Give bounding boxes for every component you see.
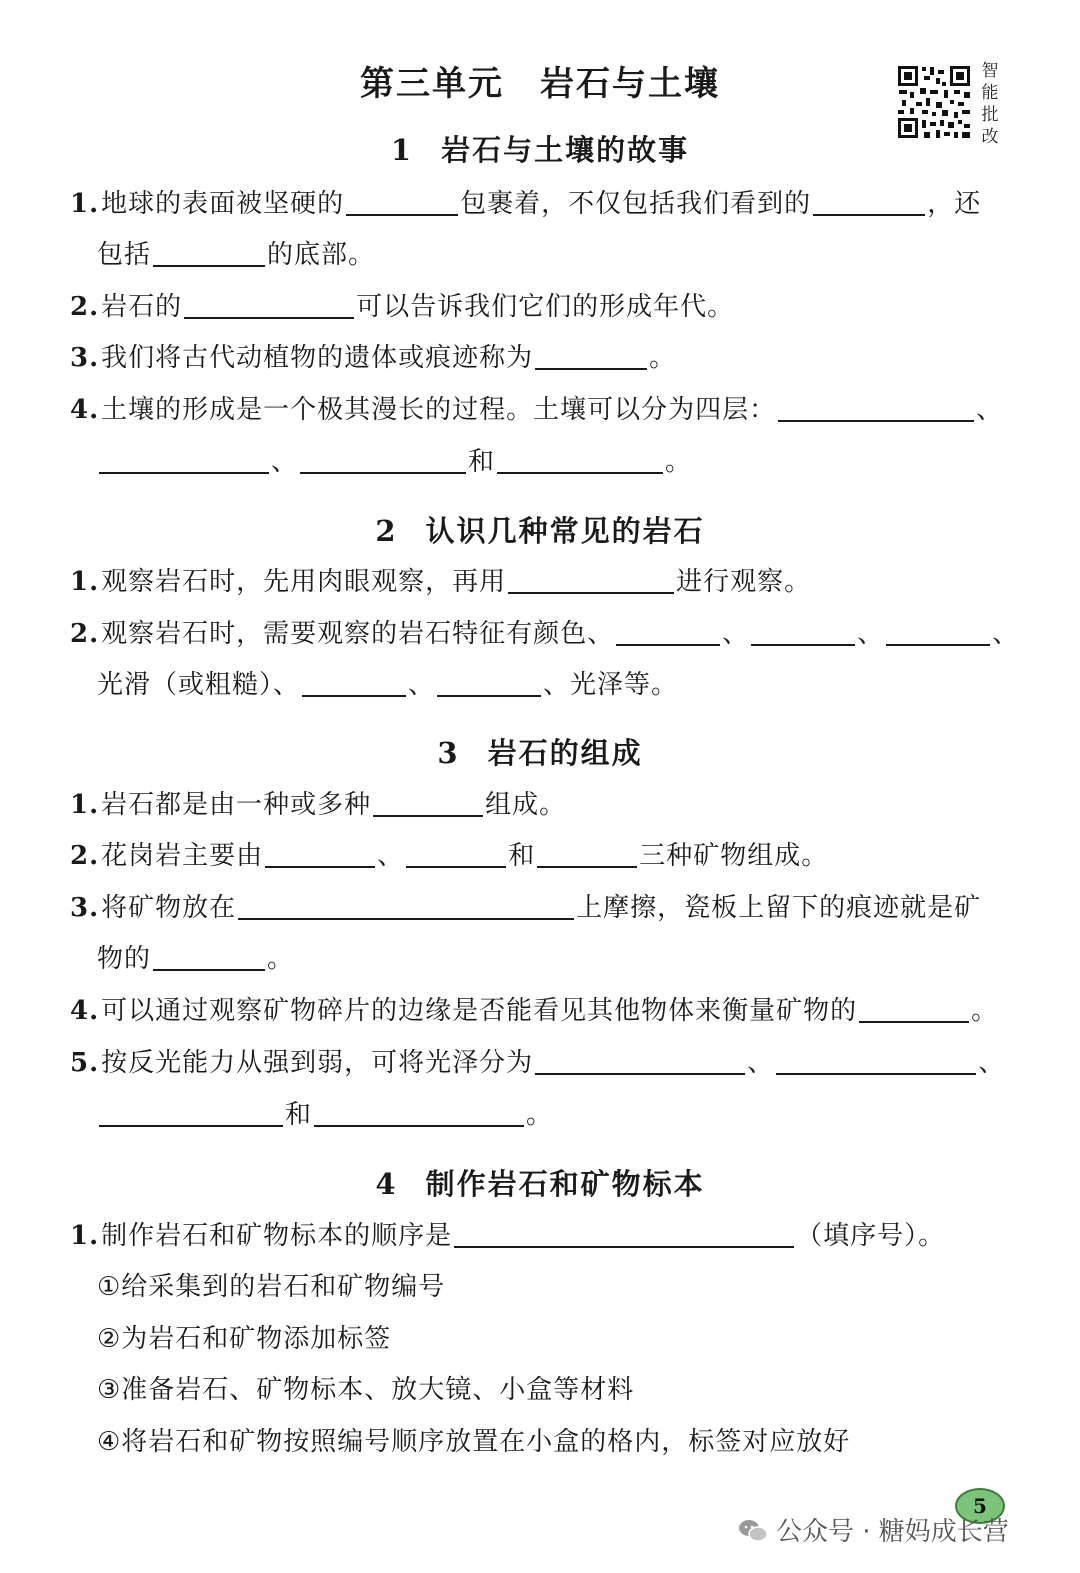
- qr-label-char: 改: [981, 127, 999, 147]
- question-text: 和: [285, 1100, 313, 1130]
- question-line: [70, 1216, 945, 1256]
- question-text: 、: [271, 447, 299, 477]
- question-number: 5.: [70, 1048, 100, 1078]
- question-text: 和: [508, 841, 536, 871]
- section-number: 4: [375, 1167, 398, 1201]
- question-line: [97, 665, 678, 705]
- answer-blank[interactable]: [437, 665, 541, 697]
- question-number: 1.: [70, 567, 100, 597]
- question-text: 、: [408, 670, 436, 700]
- answer-blank[interactable]: [346, 184, 458, 216]
- answer-blank[interactable]: [406, 836, 506, 868]
- section-title: [0, 509, 1080, 550]
- section-number: 2: [375, 514, 398, 548]
- answer-blank[interactable]: [314, 1095, 524, 1127]
- answer-blank[interactable]: [776, 1043, 976, 1075]
- question-line: [70, 338, 676, 378]
- question-text: 、: [722, 619, 750, 649]
- section-name: 制作岩石和矿物标本: [425, 1167, 705, 1201]
- question-number: 1.: [70, 1221, 100, 1251]
- question-line: [97, 235, 375, 275]
- question-line: [70, 184, 981, 224]
- question-text: 观察岩石时，先用肉眼观察，再用: [101, 567, 507, 597]
- question-line: [70, 836, 828, 876]
- section-number: 3: [437, 736, 460, 770]
- question-text: 光滑（或粗糙）、: [97, 670, 301, 700]
- question-text: ，还: [927, 189, 982, 219]
- answer-blank[interactable]: [300, 442, 466, 474]
- answer-blank[interactable]: [859, 991, 969, 1023]
- qr-label-char: 批: [981, 105, 999, 125]
- question-text: 将矿物放在: [101, 893, 237, 923]
- question-line: [70, 614, 1019, 654]
- answer-blank[interactable]: [302, 665, 406, 697]
- section-title: [0, 1162, 1080, 1203]
- question-text: 组成。: [485, 790, 567, 820]
- question-number: 1.: [70, 189, 100, 219]
- answer-blank[interactable]: [886, 614, 990, 646]
- section-title: [0, 731, 1080, 772]
- question-line: [97, 442, 692, 482]
- question-text: 土壤的形成是一个极其漫长的过程。土壤可以分为四层：: [101, 395, 777, 425]
- option-line: [97, 1267, 445, 1307]
- option-text: ①给采集到的岩石和矿物编号: [97, 1272, 446, 1302]
- section-name: 认识几种常见的岩石: [425, 514, 705, 548]
- question-text: 。: [267, 944, 295, 974]
- question-number: 4.: [70, 996, 100, 1026]
- answer-blank[interactable]: [373, 785, 483, 817]
- answer-blank[interactable]: [616, 614, 720, 646]
- option-text: ②为岩石和矿物添加标签: [97, 1324, 392, 1354]
- answer-blank[interactable]: [454, 1216, 794, 1248]
- question-text: 包裹着，不仅包括我们看到的: [460, 189, 812, 219]
- question-number: 4.: [70, 395, 100, 425]
- question-text: 可以通过观察矿物碎片的边缘是否能看见其他物体来衡量矿物的: [101, 996, 858, 1026]
- question-text: 岩石都是由一种或多种: [101, 790, 372, 820]
- section-name: 岩石与土壤的故事: [441, 133, 690, 167]
- section-number: 1: [390, 133, 414, 167]
- question-line: [97, 939, 294, 979]
- answer-blank[interactable]: [265, 836, 375, 868]
- question-text: 和: [468, 447, 496, 477]
- question-text: 。: [971, 996, 999, 1026]
- question-number: 2.: [70, 619, 100, 649]
- question-text: 、: [992, 619, 1020, 649]
- answer-blank[interactable]: [153, 235, 265, 267]
- answer-blank[interactable]: [153, 939, 265, 971]
- option-text: ④将岩石和矿物按照编号顺序放置在小盒的格内，标签对应放好: [97, 1427, 851, 1457]
- question-line: [70, 562, 811, 602]
- answer-blank[interactable]: [99, 1095, 283, 1127]
- wechat-icon: [738, 1518, 768, 1544]
- option-line: [97, 1422, 850, 1462]
- question-text: 三种矿物组成。: [639, 841, 829, 871]
- question-line: [70, 390, 1003, 430]
- watermark-text: 公众号 · 糖妈成长营: [776, 1517, 1009, 1547]
- question-text: 、: [978, 1048, 1006, 1078]
- question-text: 按反光能力从强到弱，可将光泽分为: [101, 1048, 534, 1078]
- question-number: 1.: [70, 790, 100, 820]
- answer-blank[interactable]: [813, 184, 925, 216]
- question-text: 、: [747, 1048, 775, 1078]
- question-number: 3.: [70, 343, 100, 373]
- question-text: 、光泽等。: [543, 670, 679, 700]
- unit-title-label: 第三单元: [360, 64, 504, 104]
- qr-label-char: 能: [981, 83, 999, 103]
- answer-blank[interactable]: [778, 390, 974, 422]
- answer-blank[interactable]: [497, 442, 663, 474]
- option-line: [97, 1370, 634, 1410]
- question-text: 包括: [97, 240, 152, 270]
- answer-blank[interactable]: [99, 442, 269, 474]
- option-line: [97, 1319, 391, 1359]
- question-text: 、: [377, 841, 405, 871]
- question-line: [70, 1043, 1005, 1083]
- qr-label-char: 智: [981, 61, 999, 81]
- question-text: 花岗岩主要由: [101, 841, 264, 871]
- question-line: [70, 991, 998, 1031]
- question-line: [70, 287, 734, 327]
- answer-blank[interactable]: [751, 614, 855, 646]
- option-text: ③准备岩石、矿物标本、放大镜、小盒等材料: [97, 1375, 635, 1405]
- watermark: [738, 1512, 1009, 1552]
- question-text: 。: [665, 447, 693, 477]
- question-number: 2.: [70, 292, 100, 322]
- question-text: 。: [649, 343, 677, 373]
- question-text: 、: [976, 395, 1004, 425]
- page-number-badge: 5: [955, 1488, 1005, 1524]
- question-text: 地球的表面被坚硬的: [101, 189, 345, 219]
- question-text: 、: [857, 619, 885, 649]
- answer-blank[interactable]: [238, 888, 574, 920]
- question-text: 制作岩石和矿物标本的顺序是: [101, 1221, 453, 1251]
- answer-blank[interactable]: [535, 1043, 745, 1075]
- question-text: 物的: [97, 944, 152, 974]
- question-text: 我们将古代动植物的遗体或痕迹称为: [101, 343, 534, 373]
- question-number: 3.: [70, 893, 100, 923]
- question-text: （填序号）。: [796, 1221, 946, 1251]
- question-text: 可以告诉我们它们的形成年代。: [356, 292, 735, 322]
- section-title: [0, 128, 1080, 169]
- question-text: 岩石的: [101, 292, 183, 322]
- question-text: 的底部。: [267, 240, 376, 270]
- answer-blank[interactable]: [537, 836, 637, 868]
- answer-blank[interactable]: [508, 562, 674, 594]
- question-text: 进行观察。: [676, 567, 812, 597]
- question-line: [70, 785, 566, 825]
- question-line: [97, 1095, 553, 1135]
- question-text: 上摩擦，瓷板上留下的痕迹就是矿: [576, 893, 982, 923]
- question-text: 。: [526, 1100, 554, 1130]
- unit-title-name: 岩石与土壤: [540, 64, 720, 104]
- answer-blank[interactable]: [535, 338, 647, 370]
- section-name: 岩石的组成: [487, 736, 643, 770]
- question-text: 观察岩石时，需要观察的岩石特征有颜色、: [101, 619, 615, 649]
- question-number: 2.: [70, 841, 100, 871]
- answer-blank[interactable]: [184, 287, 354, 319]
- question-line: [70, 888, 981, 928]
